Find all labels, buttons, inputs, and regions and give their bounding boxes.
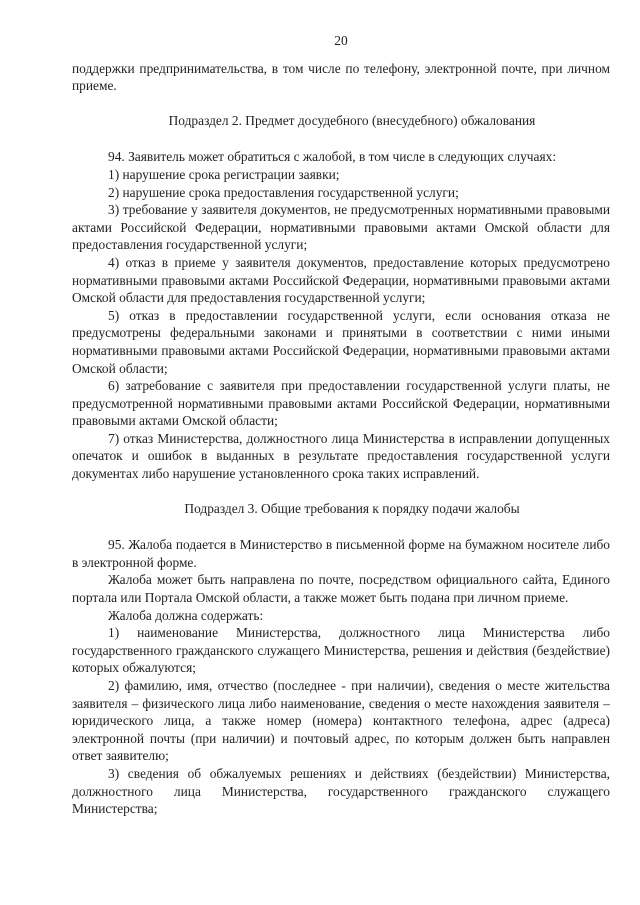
section-3-paragraph: 3) сведения об обжалуемых решениях и действиях (бездействии) Министерства, должностного лица Министерства, государственного гражданского служащего Министерства; [72, 765, 610, 817]
section-2-paragraph: 2) нарушение срока предоставления государственной услуги; [108, 184, 459, 200]
section-3-paragraph: 2) фамилию, имя, отчество (последнее - при наличии), сведения о месте жительства заявителя – физического лица либо наименование, сведения о месте нахождения заявителя – юридического лица, а также номер (номера) контактного телефона, адрес (адреса) электронной почты (при наличии) и почтовый адрес, по которым должен быть направлен ответ заявителю; [72, 678, 610, 764]
section-2-paragraph: 1) нарушение срока регистрации заявки; [108, 166, 340, 182]
section-3-heading: Подраздел 3. Общие требования к порядку подачи жалобы [184, 500, 520, 516]
section-3-paragraph: Жалоба должна содержать: [108, 607, 264, 623]
section-2-paragraph: 7) отказ Министерства, должностного лица Министерства в исправлении допущенных опечаток и ошибок в выданных в результате предоставления государственной услуги документах либо нарушение установленного срока таких исправлений. [72, 430, 610, 482]
section-2-heading: Подраздел 2. Предмет досудебного (внесудебного) обжалования [168, 112, 536, 128]
section-2-paragraph: 4) отказ в приеме у заявителя документов, предоставление которых предусмотрено нормативными правовыми актами Российской Федерации, нормативными правовыми актами Омской области для предоставления государственной услуги; [72, 254, 610, 306]
section-3-paragraph: Жалоба может быть направлена по почте, посредством официального сайта, Единого портала или Портала Омской области, а также может быть подана при личном приеме. [72, 572, 610, 606]
page-number: 20 [334, 33, 348, 48]
section-3-paragraph: 1) наименование Министерства, должностного лица Министерства либо государственного гражданского служащего Министерства, решения и действия (бездействие) которых обжалуются; [72, 625, 610, 676]
section-3-paragraph: 95. Жалоба подается в Министерство в письменной форме на бумажном носителе либо в электронной форме. [72, 537, 610, 570]
intro-paragraph: поддержки предпринимательства, в том числе по телефону, электронной почте, при личном приеме. [72, 60, 610, 94]
section-2-paragraph: 3) требование у заявителя документов, не предусмотренных нормативными правовыми актами Российской Федерации, нормативными правовыми актами Омской области для предоставления государственной услуги; [72, 202, 610, 253]
section-2-paragraph: 94. Заявитель может обратиться с жалобой, в том числе в следующих случаях: [108, 149, 557, 165]
section-2-paragraph: 5) отказ в предоставлении государственной услуги, если основания отказа не предусмотрены федеральными законами и принятыми в соответствии с ними иными нормативными правовыми актами Российской Федерации, нормативными правовыми актами Омской области; [72, 307, 610, 376]
section-2-paragraph: 6) затребование с заявителя при предоставлении государственной услуги платы, не предусмотренной нормативными правовыми актами Российской Федерации, нормативными правовыми актами Омской области; [72, 378, 610, 429]
